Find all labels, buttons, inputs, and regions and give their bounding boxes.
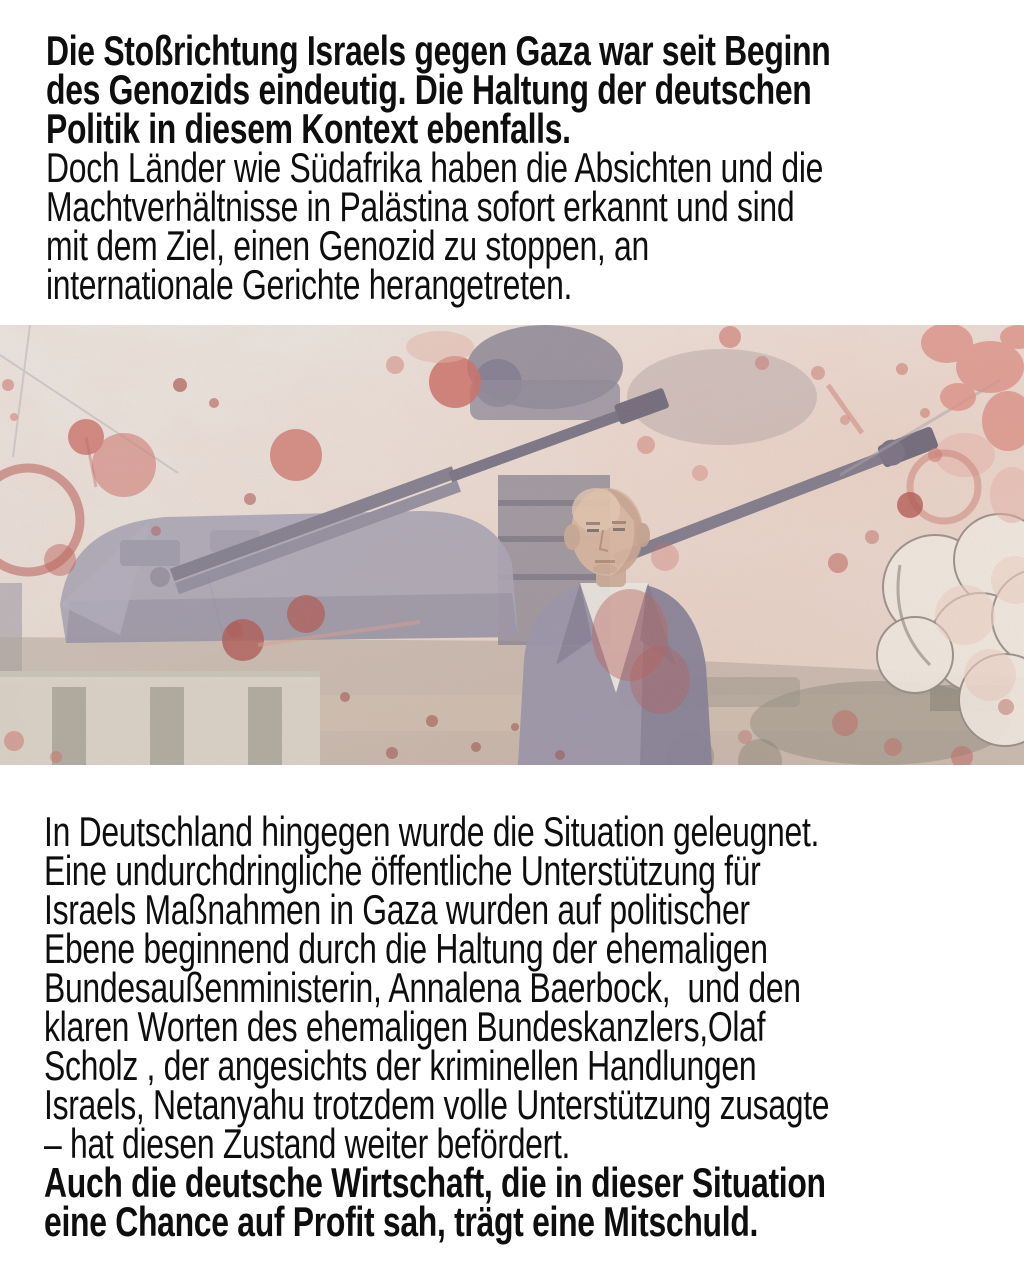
tank-scholz-photo — [0, 325, 1024, 765]
body-line: Israels Maßnahmen in Gaza wurden auf politischer — [44, 886, 750, 933]
body-line: – hat diesen Zustand weiter befördert. — [44, 1120, 571, 1167]
body-line: internationale Gerichte herangetreten. — [46, 261, 573, 308]
body-line: Eine undurchdringliche öffentliche Unterstützung für — [44, 847, 761, 894]
body-line: Machtverhältnisse in Palästina sofort erkannt und sind — [46, 183, 795, 230]
top-text-block — [46, 27, 1024, 308]
closing-bold-line: Auch die deutsche Wirtschaft, die in dieser Situation — [44, 1159, 826, 1206]
body-line: Israels, Netanyahu trotzdem volle Unterstützung zusagte — [44, 1081, 830, 1128]
headline-line: Politik in diesem Kontext ebenfalls. — [46, 105, 571, 152]
body-line: Doch Länder wie Südafrika haben die Absichten und die — [46, 144, 824, 191]
photo-wash-and-grain — [0, 325, 1024, 765]
body-line: klaren Worten des ehemaligen Bundeskanzlers,Olaf — [44, 1003, 766, 1050]
body-line: Scholz , der angesichts der kriminellen Handlungen — [44, 1042, 757, 1089]
body-line: mit dem Ziel, einen Genozid zu stoppen, an — [46, 222, 649, 269]
headline-line: Die Stoßrichtung Israels gegen Gaza war seit Beginn — [46, 27, 831, 74]
body-line: Ebene beginnend durch die Haltung der ehemaligen — [44, 925, 768, 972]
bottom-text-block — [44, 808, 1024, 1245]
body-line: In Deutschland hingegen wurde die Situation geleugnet. — [44, 808, 820, 855]
closing-bold-line: eine Chance auf Profit sah, trägt eine Mitschuld. — [44, 1198, 759, 1245]
headline-line: des Genozids eindeutig. Die Haltung der deutschen — [46, 66, 812, 113]
body-line: Bundesaußenministerin, Annalena Baerbock, und den — [44, 964, 801, 1011]
